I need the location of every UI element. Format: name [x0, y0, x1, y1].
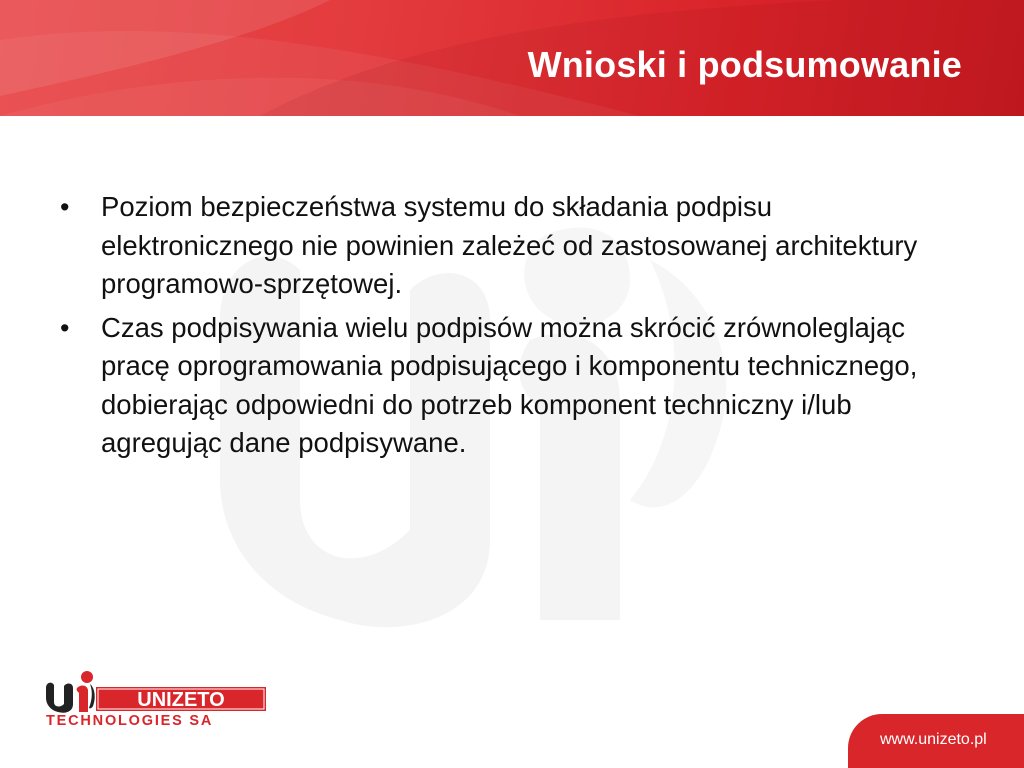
unizeto-logo — [43, 668, 268, 728]
website-url[interactable]: www.unizeto.pl — [880, 731, 987, 748]
bullet-dot: • — [60, 192, 70, 222]
bullet-item — [60, 309, 960, 463]
bullet-text: Poziom bezpieczeństwa systemu do składania podpisu elektronicznego nie powinien zależeć od zastosowanej architektury programowo-sprzętowej. — [101, 191, 918, 299]
bullet-dot: • — [60, 312, 70, 343]
slide-title: Wnioski i podsumowanie — [527, 44, 962, 85]
bullet-text: Czas podpisywania wielu podpisów można skrócić zrównoleglając pracę oprogramowania podpisującego i komponentu technicznego, dobierając odpowiedni do potrzeb komponent techniczny i/lub agregując dane podpisywane. — [101, 311, 918, 458]
logo-brand-text: UNIZETO — [137, 689, 225, 711]
header-banner — [0, 0, 1024, 116]
content-area — [60, 188, 960, 468]
logo-tagline-text: TECHNOLOGIES SA — [46, 713, 214, 728]
bullet-list — [60, 188, 960, 463]
bullet-item — [60, 188, 960, 304]
